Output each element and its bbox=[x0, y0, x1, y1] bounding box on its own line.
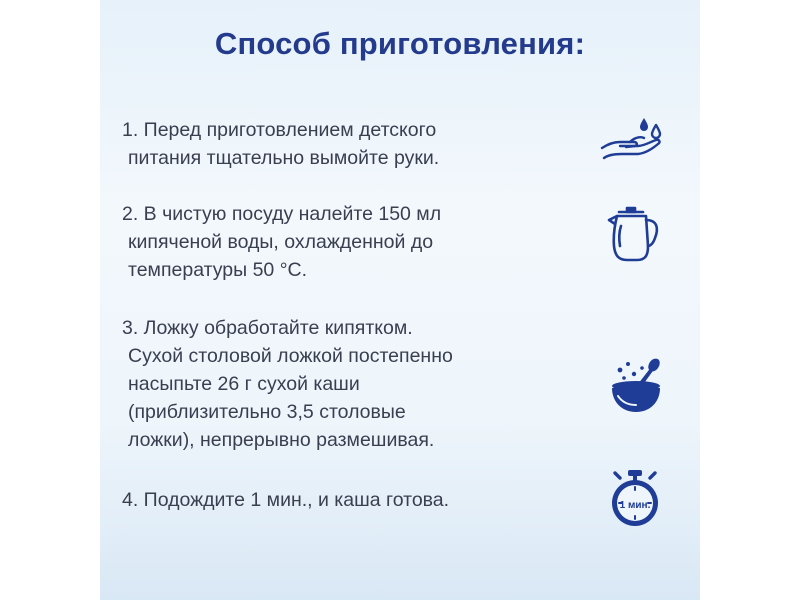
step-4 bbox=[122, 486, 449, 514]
step-1-line-2: питания тщательно вымойте руки. bbox=[128, 147, 440, 169]
step-2-line-2: кипяченой воды, охлажденной до bbox=[128, 231, 434, 253]
step-3-line-1: 3. Ложку обработайте кипятком. bbox=[122, 317, 413, 339]
step-3-line-5: ложки), непрерывно размешивая. bbox=[128, 429, 435, 451]
bowl-spoon-icon bbox=[608, 356, 664, 414]
instructions-card bbox=[100, 0, 700, 600]
step-2 bbox=[122, 200, 441, 284]
step-3-line-3: насыпьте 26 г сухой каши bbox=[128, 373, 360, 395]
hand-water-drops-icon bbox=[600, 112, 668, 162]
page-title: Способ приготовления: bbox=[214, 26, 586, 61]
step-2-line-3: температуры 50 °С. bbox=[128, 259, 307, 281]
step-3-line-2: Сухой столовой ложкой постепенно bbox=[128, 345, 453, 367]
step-3-line-4: (приблизительно 3,5 столовые bbox=[128, 401, 406, 423]
step-1 bbox=[122, 116, 439, 172]
stopwatch-label: 1 мин. bbox=[619, 500, 651, 511]
step-2-line-1: 2. В чистую посуду налейте 150 мл bbox=[122, 203, 442, 225]
kettle-icon bbox=[605, 206, 661, 266]
stopwatch-icon bbox=[608, 468, 662, 528]
step-3 bbox=[122, 314, 453, 454]
step-4-line-1: 4. Подождите 1 мин., и каша готова. bbox=[122, 489, 450, 511]
step-1-line-1: 1. Перед приготовлением детского bbox=[122, 119, 437, 141]
